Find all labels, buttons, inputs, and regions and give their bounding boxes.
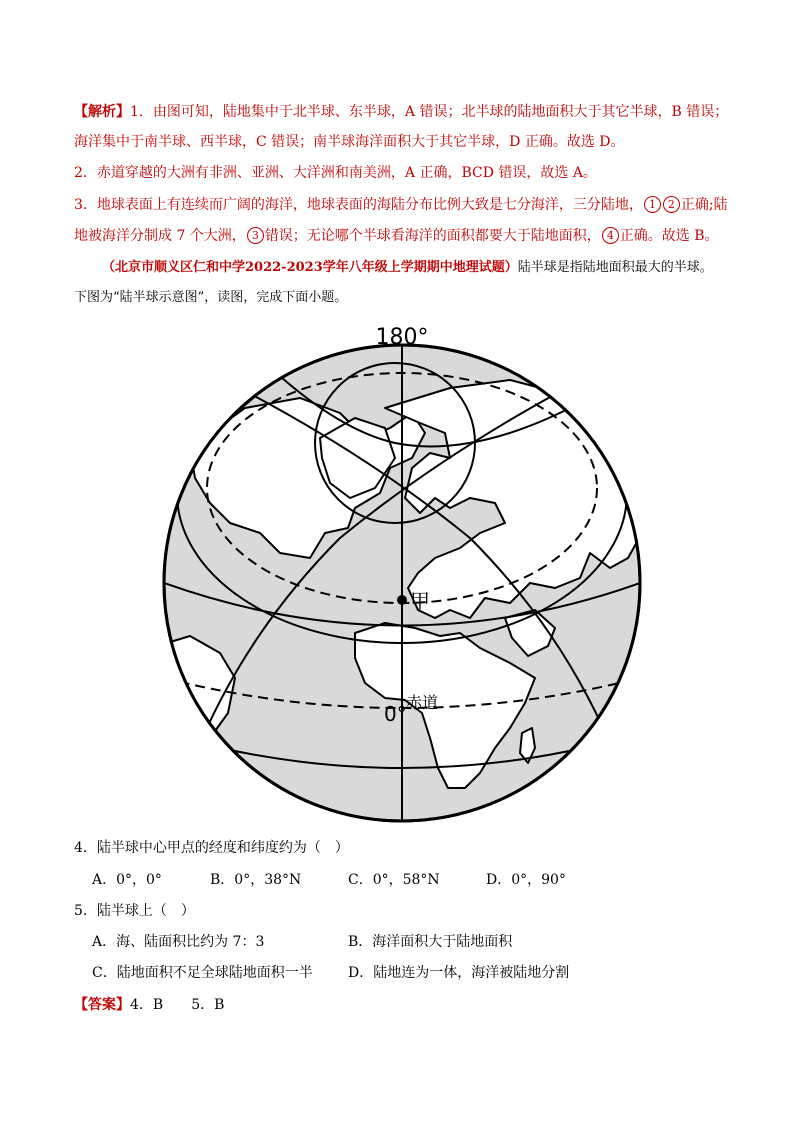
intro-text-1: 陆半球是指陆地面积最大的半球。 [517,260,713,275]
q5-option-a[interactable]: A．海、陆面积比约为 7：3 [92,934,265,950]
analysis-line-5 [74,226,734,246]
label-zero: 0° [384,702,407,726]
q5-option-d[interactable]: D．陆地连为一体，海洋被陆地分割 [348,965,570,981]
label-equator: 赤道 [406,693,439,712]
analysis-line-1 [74,102,734,122]
circled-number-2: 2 [663,196,680,213]
circled-number-1: 1 [644,196,661,213]
analysis-text-5c: 正确。故选 B。 [619,228,719,244]
label-180: 180° [375,325,429,350]
analysis-line-2: 海洋集中于南半球、西半球，C 错误；南半球海洋面积大于其它半球，D 正确。故选 D。 [74,134,625,150]
label-jia: 甲 [410,589,430,613]
point-jia-marker [397,595,407,605]
q4-option-c[interactable]: C．0°，58°N [348,872,440,888]
q4-option-a[interactable]: A．0°，0° [92,872,162,888]
q4-stem: 4．陆半球中心甲点的经度和纬度约为（ ） [74,840,349,856]
q4-option-b[interactable]: B．0°，38°N [210,872,302,888]
analysis-text-5b: 错误；无论哪个半球看海洋的面积都要大于陆地面积， [264,228,601,244]
q5-option-c[interactable]: C．陆地面积不足全球陆地面积一半 [92,965,313,981]
answer-label: 【答案】 [74,997,130,1013]
analysis-text-4: 3．地球表面上有连续而广阔的海洋，地球表面的海陆分布比例大致是七分海洋，三分陆地， [74,197,643,213]
land-south-america [150,636,235,788]
circled-number-4: 4 [602,227,619,244]
analysis-line-3: 2．赤道穿越的大洲有非洲、亚洲、大洋洲和南美洲，A 正确，BCD 错误，故选 A。 [74,165,597,181]
circled-number-3: 3 [247,227,264,244]
analysis-text-1: 1．由图可知，陆地集中于北半球、东半球，A 错误；北半球的陆地面积大于其它半球，B 错误； [130,104,729,120]
q5-stem: 5．陆半球上（ ） [74,903,195,919]
land-australia [620,728,650,788]
q5-option-b[interactable]: B．海洋面积大于陆地面积 [348,934,513,950]
land-hemisphere-map [150,318,650,828]
q4-option-d[interactable]: D．0°，90° [486,872,566,888]
analysis-text-5a: 地被海洋分制成 7 个大洲， [74,228,246,244]
analysis-label: 【解析】 [74,104,130,120]
intro-line-1 [102,258,762,278]
analysis-text-4-tail: 正确;陆 [680,197,728,213]
answer-text: 4．B 5．B [130,997,225,1013]
source-citation: （北京市顺义区仁和中学2022-2023学年八年级上学期期中地理试题） [102,260,518,275]
intro-line-2: 下图为“陆半球示意图”，读图，完成下面小题。 [74,290,348,305]
analysis-line-4 [74,195,734,215]
answer-line [74,995,734,1015]
